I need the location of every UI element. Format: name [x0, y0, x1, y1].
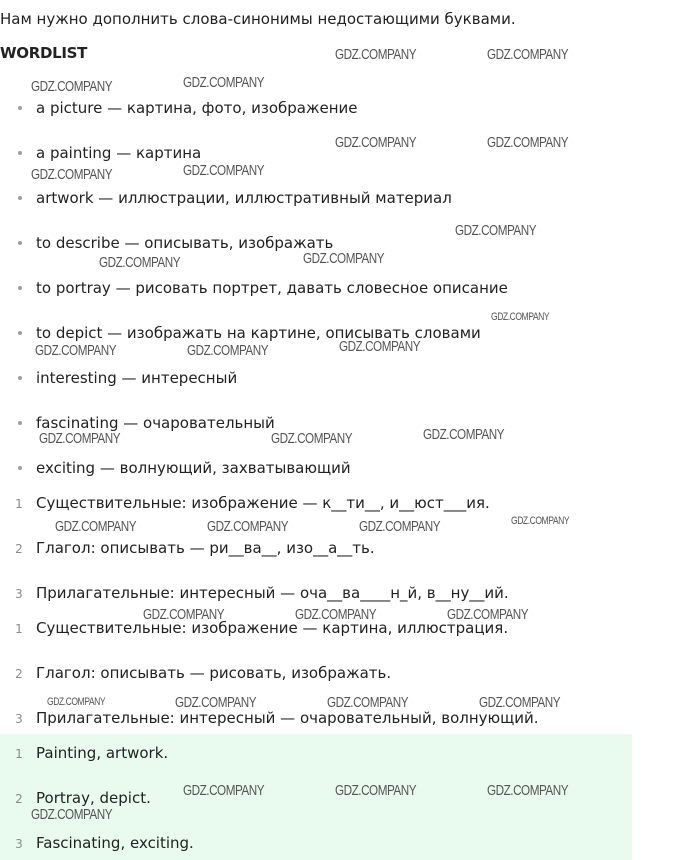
watermark: GDZ.COMPANY — [99, 254, 181, 271]
watermark: GDZ.COMPANY — [207, 518, 289, 535]
watermark: GDZ.COMPANY — [47, 696, 106, 708]
watermark: GDZ.COMPANY — [335, 134, 417, 151]
watermark: GDZ.COMPANY — [479, 694, 561, 711]
watermark: GDZ.COMPANY — [39, 430, 121, 447]
watermark: GDZ.COMPANY — [487, 46, 569, 63]
bullet-icon — [18, 151, 22, 155]
watermark: GDZ.COMPANY — [31, 78, 113, 95]
watermark: GDZ.COMPANY — [183, 782, 265, 799]
item-number: 1 — [15, 622, 23, 636]
bullet-icon — [18, 466, 22, 470]
watermark: GDZ.COMPANY — [187, 342, 269, 359]
watermark: GDZ.COMPANY — [455, 222, 537, 239]
watermark: GDZ.COMPANY — [271, 430, 353, 447]
bullet-icon — [18, 376, 22, 380]
watermark: GDZ.COMPANY — [491, 311, 550, 323]
wordlist-heading: WORDLIST — [0, 44, 88, 62]
watermark: GDZ.COMPANY — [303, 250, 385, 267]
bullet-icon — [18, 241, 22, 245]
watermark: GDZ.COMPANY — [295, 606, 377, 623]
item-number: 1 — [15, 747, 23, 761]
bullet-icon — [18, 106, 22, 110]
watermark: GDZ.COMPANY — [339, 338, 421, 355]
intro-text: Нам нужно дополнить слова-синонимы недостающими буквами. — [0, 10, 516, 28]
watermark: GDZ.COMPANY — [487, 782, 569, 799]
watermark: GDZ.COMPANY — [423, 426, 505, 443]
watermark: GDZ.COMPANY — [55, 518, 137, 535]
watermark: GDZ.COMPANY — [183, 74, 265, 91]
watermark: GDZ.COMPANY — [31, 806, 113, 823]
watermark: GDZ.COMPANY — [447, 606, 529, 623]
watermark: GDZ.COMPANY — [143, 606, 225, 623]
bullet-icon — [18, 421, 22, 425]
watermark: GDZ.COMPANY — [335, 46, 417, 63]
item-number: 2 — [15, 542, 23, 556]
watermark: GDZ.COMPANY — [511, 515, 570, 527]
watermark: GDZ.COMPANY — [335, 782, 417, 799]
item-number: 3 — [15, 712, 23, 726]
bullet-icon — [18, 286, 22, 290]
item-number: 1 — [15, 497, 23, 511]
item-number: 3 — [15, 587, 23, 601]
watermark: GDZ.COMPANY — [35, 342, 117, 359]
item-number: 3 — [15, 837, 23, 851]
watermark: GDZ.COMPANY — [183, 162, 265, 179]
watermark: GDZ.COMPANY — [359, 518, 441, 535]
item-number: 2 — [15, 667, 23, 681]
bullet-icon — [18, 331, 22, 335]
watermark: GDZ.COMPANY — [175, 694, 257, 711]
item-number: 2 — [15, 792, 23, 806]
watermark: GDZ.COMPANY — [487, 134, 569, 151]
watermark: GDZ.COMPANY — [327, 694, 409, 711]
bullet-icon — [18, 196, 22, 200]
watermark: GDZ.COMPANY — [31, 166, 113, 183]
